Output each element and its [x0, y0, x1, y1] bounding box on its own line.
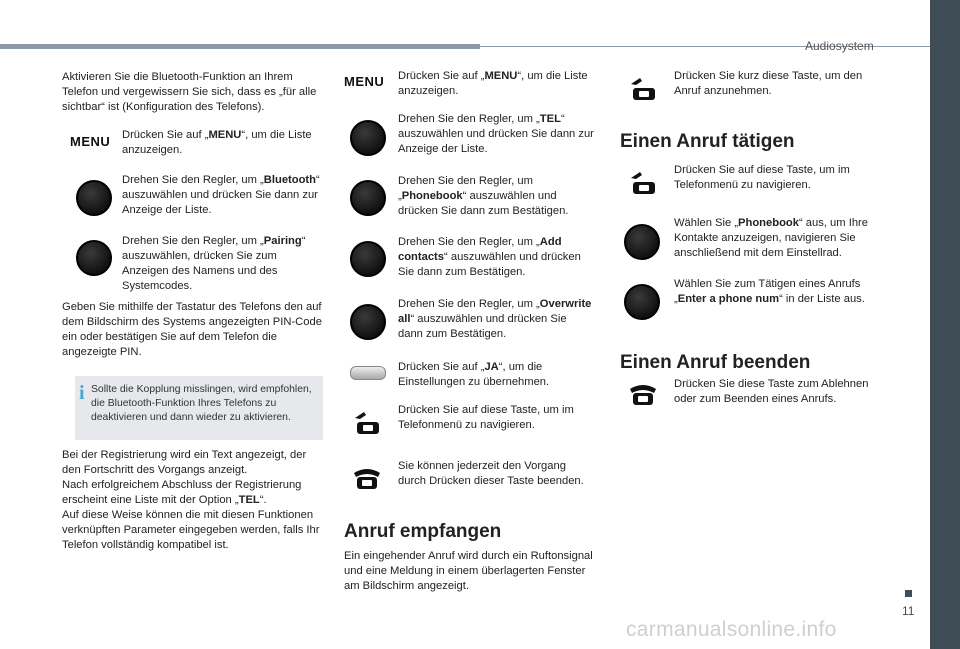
step-navigate-phone-menu: Drücken Sie auf diese Taste, um im Telefonmenü zu navigieren.: [674, 164, 850, 191]
side-tab: [930, 0, 960, 649]
phone-pickup-icon: [352, 410, 382, 436]
rotary-knob-icon: [350, 304, 386, 340]
registration-paragraph-3: Auf diese Weise können die mit diesen Funktionen verknüpften Parameter eingegeben werden, falls Ihr Telefon vollständig kompatibel ist.: [62, 509, 320, 551]
info-note: [75, 376, 323, 440]
step-pairing: Drehen Sie den Regler, um „Pairing“ auszuwählen, drücken Sie zum Anzeigen des Namens und des Systemcodes.: [122, 235, 306, 292]
phone-hangup-icon: [352, 465, 382, 491]
menu-button-icon: MENU: [70, 134, 111, 149]
rotary-knob-icon: [350, 180, 386, 216]
rotary-knob-icon: [76, 180, 112, 216]
info-note-text: Sollte die Kopplung misslingen, wird empfohlen, die Bluetooth-Funktion Ihres Telefons zu deaktivieren und dann wieder zu aktivieren.: [91, 384, 312, 423]
step-overwrite-all: Drehen Sie den Regler, um „Overwrite all“ auszuwählen und drücken Sie dann zum Bestätigen.: [398, 298, 592, 340]
step-end-process: Sie können jederzeit den Vorgang durch Drücken dieser Taste beenden.: [398, 460, 584, 487]
step-menu: Drücken Sie auf „MENU“, um die Liste anzuzeigen.: [398, 70, 588, 97]
pin-paragraph: Geben Sie mithilfe der Tastatur des Telefons den auf dem Bildschirm des Systems angezeigten PIN-Code ein oder bestätigen Sie auf dem Telefon die angezeigte PIN.: [62, 301, 322, 358]
intro-paragraph: Aktivieren Sie die Bluetooth-Funktion an Ihrem Telefon und vergewissern Sie sich, dass es „für alle sichtbar“ ist (Konfiguration des Telefons).: [62, 71, 317, 113]
phone-hangup-icon: [628, 381, 658, 407]
rotary-knob-icon: [624, 284, 660, 320]
ja-button-icon: [350, 366, 386, 380]
step-navigate-phone-menu: Drücken Sie auf diese Taste, um im Telefonmenü zu navigieren.: [398, 404, 574, 431]
heading-anruf-taetigen: Einen Anruf tätigen: [620, 131, 795, 152]
phone-pickup-icon: [628, 170, 658, 196]
rotary-knob-icon: [350, 120, 386, 156]
step-bluetooth: Drehen Sie den Regler, um „Bluetooth“ auszuwählen und drücken Sie dann zur Anzeige der Liste.: [122, 174, 320, 216]
step-answer-call: Drücken Sie kurz diese Taste, um den Anruf anzunehmen.: [674, 70, 863, 97]
step-enter-phone-num: Wählen Sie zum Tätigen eines Anrufs „Enter a phone num“ in der Liste aus.: [674, 278, 865, 305]
page-marker: [905, 590, 912, 597]
registration-paragraph-1: Bei der Registrierung wird ein Text angezeigt, der den Fortschritt des Vorgangs anzeigt.: [62, 449, 307, 476]
page-number: 11: [902, 604, 915, 618]
registration-paragraph-2: Nach erfolgreichem Abschluss der Registrierung erscheint eine Liste mit der Option „TEL“.: [62, 479, 302, 506]
section-title: Audiosystem: [805, 39, 874, 53]
step-phonebook: Drehen Sie den Regler, um „Phonebook“ auszuwählen und drücken Sie dann zum Bestätigen.: [398, 175, 569, 217]
step-add-contacts: Drehen Sie den Regler, um „Add contacts“ auszuwählen und drücken Sie dann zum Bestätigen.: [398, 236, 581, 278]
header-bar: [0, 44, 480, 49]
step-ja: Drücken Sie auf „JA“, um die Einstellungen zu übernehmen.: [398, 361, 550, 388]
phone-pickup-icon: [628, 76, 658, 102]
step-menu: Drücken Sie auf „MENU“, um die Liste anzuzeigen.: [122, 129, 312, 156]
info-icon: i: [79, 382, 85, 404]
heading-anruf-empfangen: Anruf empfangen: [344, 521, 502, 542]
menu-button-icon: MENU: [344, 74, 385, 89]
step-end-call: Drücken Sie diese Taste zum Ablehnen oder zum Beenden eines Anrufs.: [674, 378, 869, 405]
step-tel: Drehen Sie den Regler, um „TEL“ auszuwählen und drücken Sie dann zur Anzeige der Liste.: [398, 113, 594, 155]
rotary-knob-icon: [350, 241, 386, 277]
step-select-phonebook: Wählen Sie „Phonebook“ aus, um Ihre Kontakte anzuzeigen, navigieren Sie anschließend mit dem Einstellrad.: [674, 217, 868, 259]
watermark: carmanualsonline.info: [626, 618, 837, 641]
rotary-knob-icon: [624, 224, 660, 260]
receive-call-paragraph: Ein eingehender Anruf wird durch ein Ruftonsignal und eine Meldung in einem überlagerten Fenster am Bildschirm angezeigt.: [344, 550, 593, 592]
heading-anruf-beenden: Einen Anruf beenden: [620, 352, 811, 373]
rotary-knob-icon: [76, 240, 112, 276]
